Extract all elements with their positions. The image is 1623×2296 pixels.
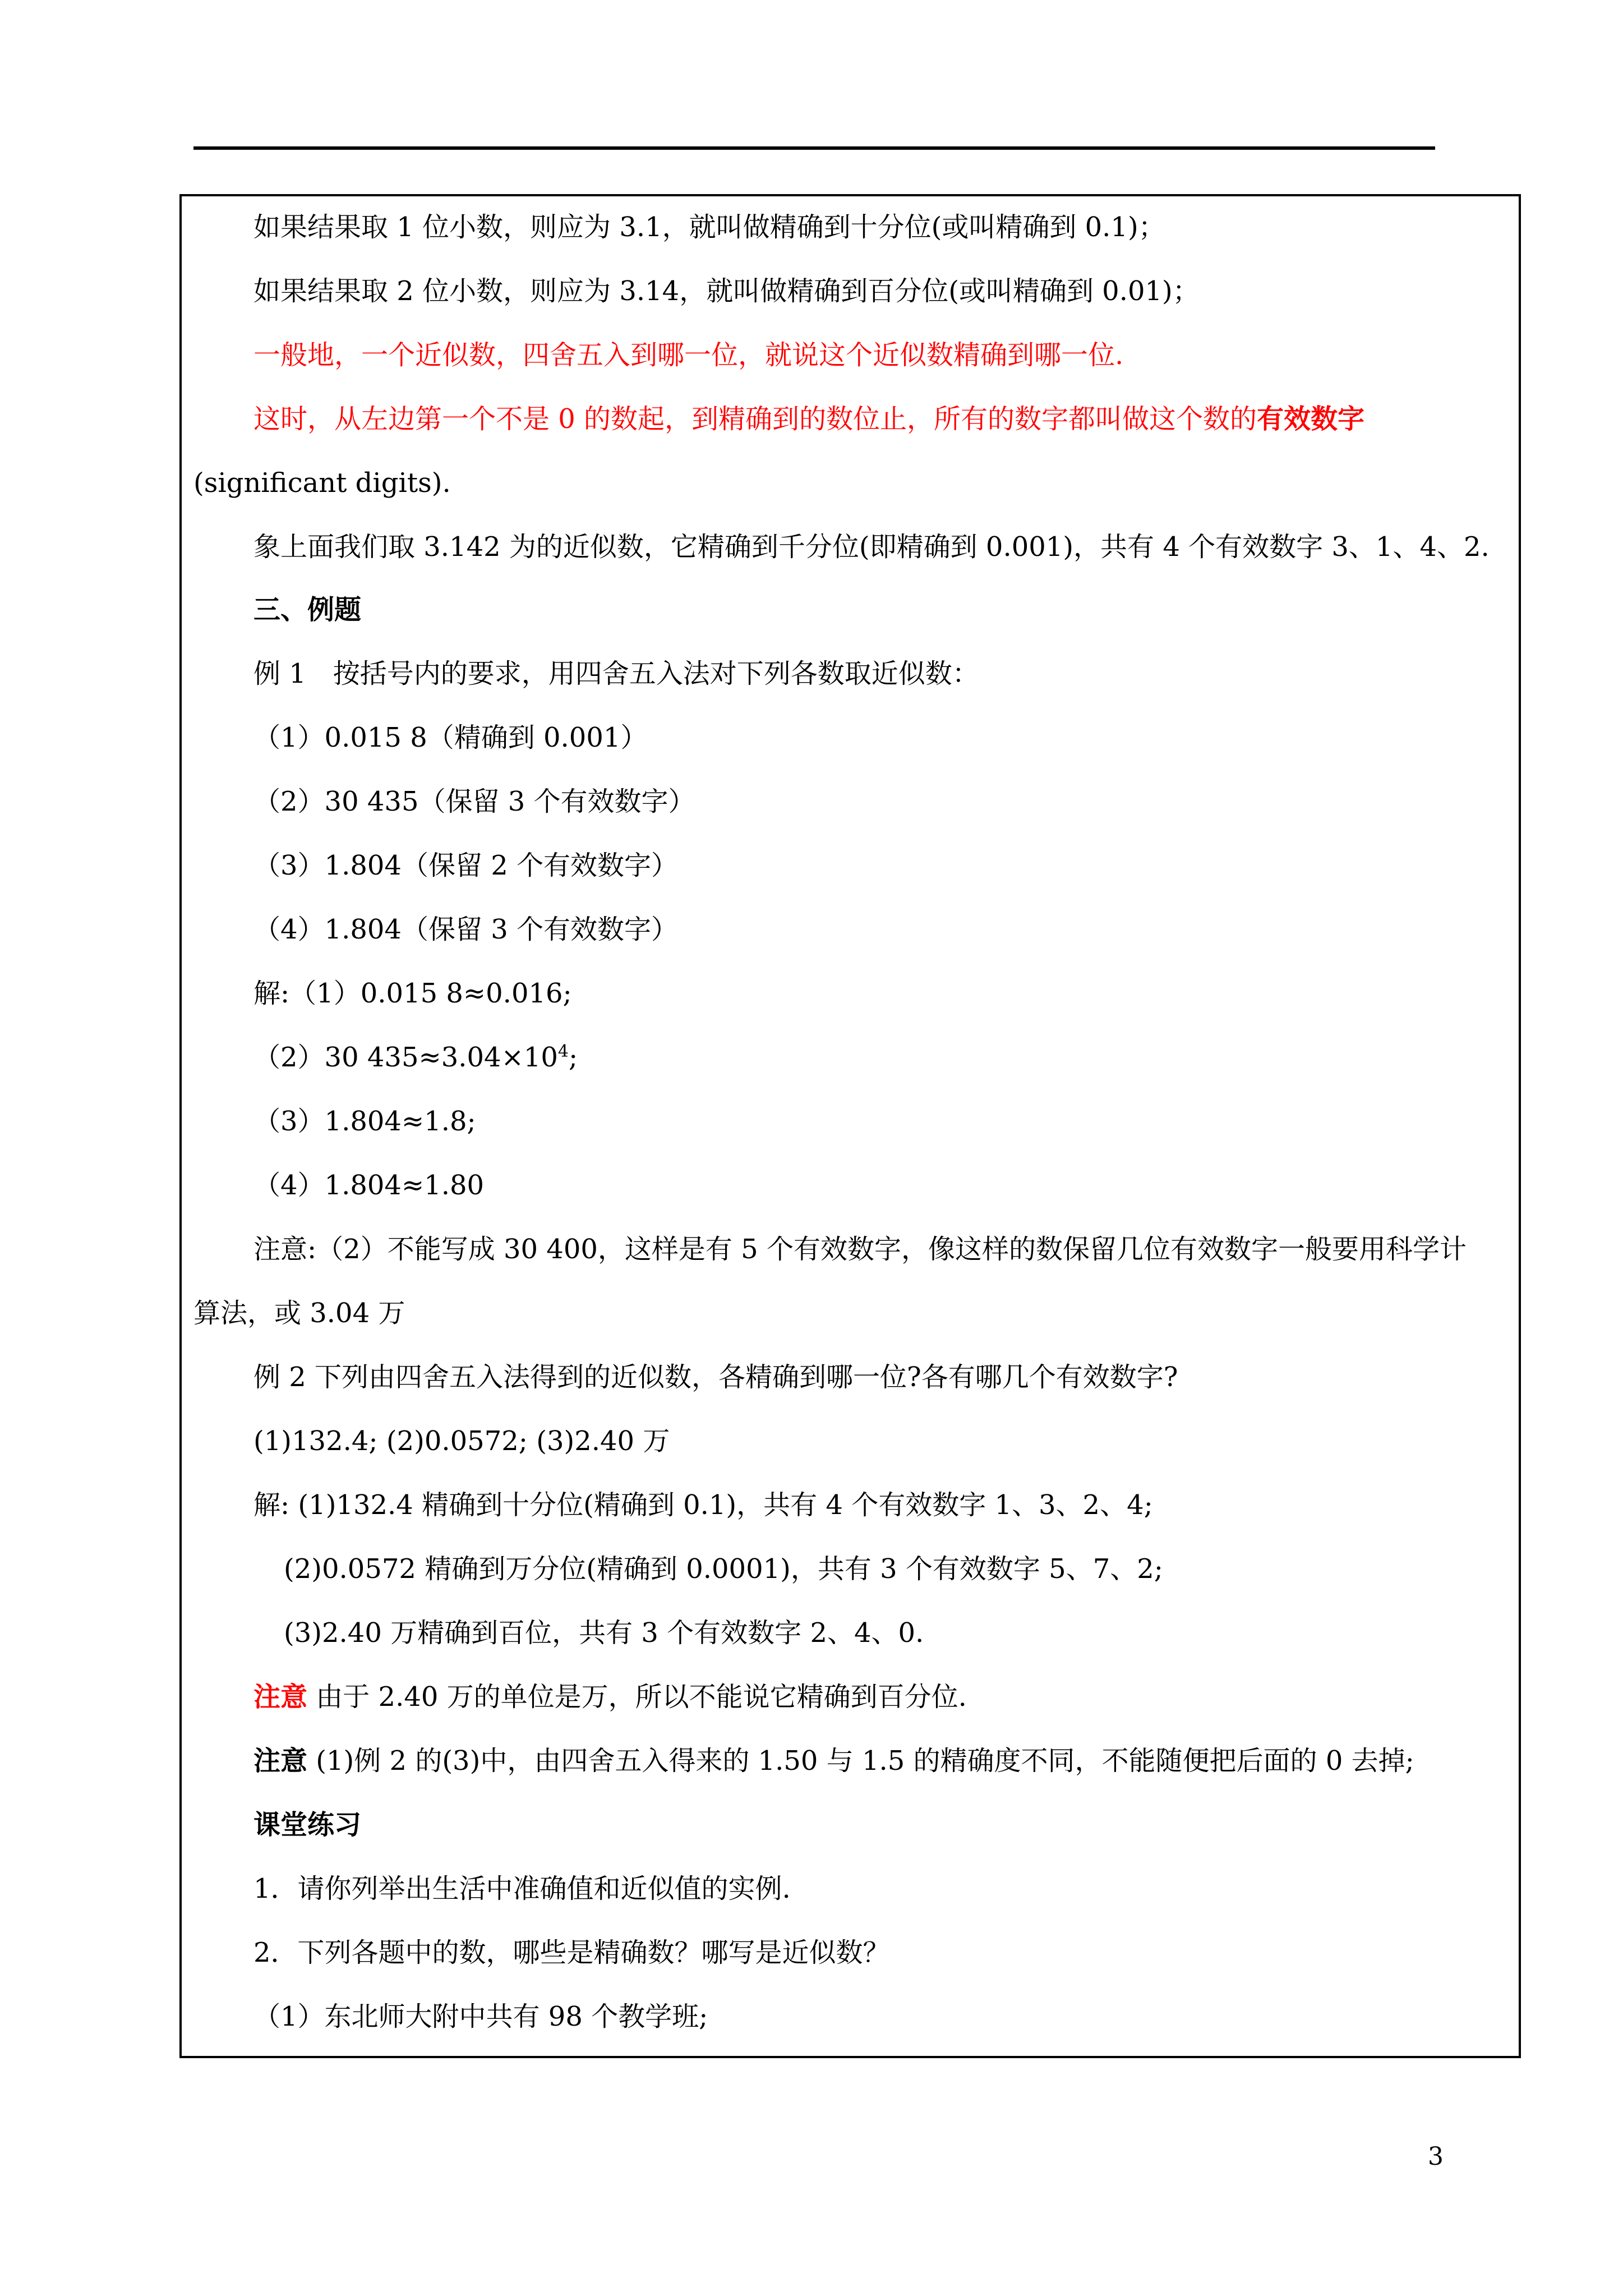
rule-statement-line: 一般地，一个近似数，四舍五入到哪一位，就说这个近似数精确到哪一位. xyxy=(253,339,1124,371)
solution-1-line-1: 解:（1）0.015 8≈0.016; xyxy=(253,978,572,1009)
section-heading-practice: 课堂练习 xyxy=(253,1809,362,1841)
note-3-text: (1)例 2 的(3)中，由四舍五入得来的 1.50 与 1.5 的精确度不同，不能随便把后面的 0 去掉; xyxy=(307,1745,1414,1777)
example-1-item-1: （1）0.015 8（精确到 0.001） xyxy=(253,722,648,753)
section-heading-examples: 三、例题 xyxy=(253,594,362,625)
practice-item-2-sub-1: （1）东北师大附中共有 98 个教学班; xyxy=(253,2001,708,2032)
solution-1-line-2-end: ; xyxy=(568,1042,578,1073)
significant-digits-definition-line xyxy=(253,403,1365,435)
example-1-item-4: （4）1.804（保留 3 个有效数字） xyxy=(253,914,679,945)
example-1-item-2: （2）30 435（保留 3 个有效数字） xyxy=(253,786,695,817)
note-2-text: 由于 2.40 万的单位是万，所以不能说它精确到百分位. xyxy=(307,1681,967,1713)
exponent: 4 xyxy=(557,1042,569,1061)
practice-item-2: 2．下列各题中的数，哪些是精确数？哪写是近似数？ xyxy=(253,1937,890,1968)
example-1-item-3: （3）1.804（保留 2 个有效数字） xyxy=(253,850,679,881)
note-1-line-1: 注意:（2）不能写成 30 400，这样是有 5 个有效数字，像这样的数保留几位有效数字一般要用科学计 xyxy=(253,1234,1467,1265)
english-term-line: (significant digits). xyxy=(193,467,451,499)
solution-2-line-3: (3)2.40 万精确到百位，共有 3 个有效数字 2、4、0. xyxy=(284,1617,924,1649)
practice-item-1: 1．请你列举出生活中准确值和近似值的实例. xyxy=(253,1873,791,1904)
solution-2-line-1: 解: (1)132.4 精确到十分位(精确到 0.1)，共有 4 个有效数字 1、3、2、4; xyxy=(253,1489,1153,1521)
solution-1-line-2 xyxy=(253,1044,578,1071)
example-2-items: (1)132.4; (2)0.0572; (3)2.40 万 xyxy=(253,1425,670,1457)
note-label: 注意 xyxy=(253,1745,308,1777)
note-2-line xyxy=(253,1681,967,1713)
solution-1-line-2-main: （2）30 435≈3.04×10 xyxy=(253,1042,558,1073)
solution-1-line-3: （3）1.804≈1.8; xyxy=(253,1106,476,1137)
significant-digits-term: 有效数字 xyxy=(1257,403,1365,435)
solution-2-line-2: (2)0.0572 精确到万分位(精确到 0.0001)，共有 3 个有效数字 5、7、2; xyxy=(284,1553,1163,1585)
text-line-6: 象上面我们取 3.142 为的近似数，它精确到千分位(即精确到 0.001)，共有 4 个有效数字 3、1、4、2. xyxy=(253,531,1490,563)
note-1-line-2: 算法，或 3.04 万 xyxy=(193,1297,405,1329)
note-3-line xyxy=(253,1745,1414,1777)
example-1-title: 例 1 按括号内的要求，用四舍五入法对下列各数取近似数： xyxy=(253,658,979,689)
text-line-1: 如果结果取 1 位小数，则应为 3.1，就叫做精确到十分位(或叫精确到 0.1)； xyxy=(253,211,1165,243)
note-label-red: 注意 xyxy=(253,1681,308,1713)
example-2-title: 例 2 下列由四舍五入法得到的近似数，各精确到哪一位?各有哪几个有效数字? xyxy=(253,1361,1178,1393)
solution-1-line-4: （4）1.804≈1.80 xyxy=(253,1170,485,1201)
header-rule xyxy=(193,146,1435,150)
text-line-2: 如果结果取 2 位小数，则应为 3.14，就叫做精确到百分位(或叫精确到 0.01)； xyxy=(253,275,1200,307)
definition-text: 这时，从左边第一个不是 0 的数起，到精确到的数位止，所有的数字都叫做这个数的 xyxy=(253,403,1257,435)
page-number: 3 xyxy=(1428,2142,1444,2171)
